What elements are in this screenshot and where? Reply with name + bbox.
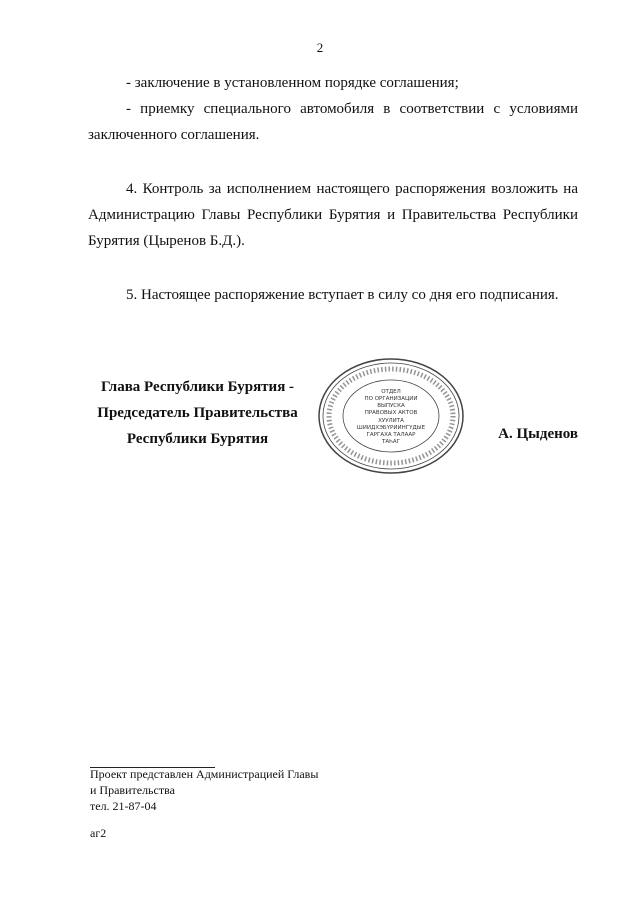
document-code: аг2	[90, 826, 107, 840]
footer-line2: и Правительства	[90, 783, 175, 797]
official-seal-stamp	[316, 356, 466, 476]
seal-line-7: ГАРГАХА ТАЛААР	[366, 432, 416, 438]
seal-line-5: ХУУЛИТА	[378, 418, 404, 424]
paragraph-4: 5. Настоящее распоряжение вступает в силу со дня его подписания.	[126, 287, 559, 303]
body-item-1	[88, 70, 578, 148]
body-item-4	[88, 176, 578, 254]
seal-line-4: ПРАВОВЫХ АКТОВ	[364, 410, 418, 416]
seal-line-8: ТАҺАГ	[381, 439, 401, 445]
signature-title	[85, 374, 310, 452]
footer-line1: Проект представлен Администрацией Главы	[90, 767, 319, 781]
page-number: 2	[316, 40, 324, 55]
signature-title-line1: Глава Республики Бурятия -	[100, 379, 295, 395]
footer-line3: тел. 21-87-04	[90, 799, 157, 813]
paragraph-1: - заключение в установленном порядке соглашения;	[126, 75, 459, 91]
seal-icon	[316, 356, 466, 476]
signature-title-line2: Председатель Правительства	[97, 405, 298, 421]
seal-line-1: ОТДЕЛ	[381, 389, 401, 395]
seal-line-3: ВЫПУСКА	[377, 403, 405, 409]
signatory-name: А. Цыденов	[498, 426, 578, 442]
seal-line-2: ПО ОРГАНИЗАЦИИ	[364, 396, 418, 402]
body-item-5	[88, 282, 578, 308]
paragraph-3: 4. Контроль за исполнением настоящего распоряжения возложить на Администрацию Главы Республики Бурятия и Правительства Республики Бурятия (Цыренов Б.Д.).	[88, 181, 578, 249]
footer-note	[90, 766, 318, 814]
paragraph-2: - приемку специального автомобиля в соответствии с условиями заключенного соглашения.	[88, 101, 578, 143]
signature-title-line3: Республики Бурятия	[126, 431, 269, 447]
seal-line-6: ШИИДХЭБҮРИИНГҮДЫЕ	[356, 425, 426, 431]
